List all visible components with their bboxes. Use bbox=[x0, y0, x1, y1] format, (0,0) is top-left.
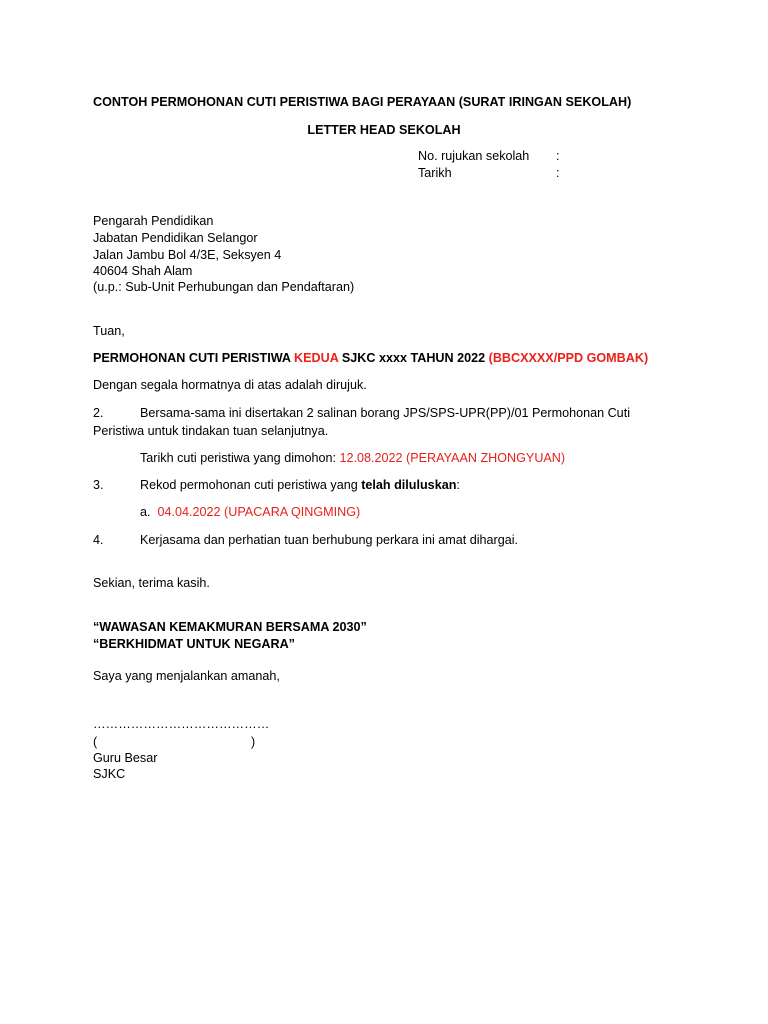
trust-line: Saya yang menjalankan amanah, bbox=[93, 669, 280, 683]
paragraph-3-tail: : bbox=[456, 478, 460, 492]
address-line: Jalan Jambu Bol 4/3E, Seksyen 4 bbox=[93, 248, 282, 262]
paragraph-2-line: Peristiwa untuk tindakan tuan selanjutnya. bbox=[93, 424, 329, 438]
motto-1: “WAWASAN KEMAKMURAN BERSAMA 2030” bbox=[93, 620, 367, 634]
subject-line bbox=[93, 350, 648, 366]
document-heading: CONTOH PERMOHONAN CUTI PERISTIWA BAGI PERAYAAN (SURAT IRINGAN SEKOLAH) bbox=[93, 95, 632, 109]
date-label: Tarikh bbox=[418, 166, 452, 180]
paragraph-4-number: 4. bbox=[93, 533, 104, 547]
paragraph-2-number: 2. bbox=[93, 406, 104, 420]
ref-number-label: No. rujukan sekolah bbox=[418, 149, 530, 163]
signatory-title: Guru Besar bbox=[93, 751, 158, 765]
paragraph-3-text bbox=[140, 477, 460, 493]
paragraph-4-text: Kerjasama dan perhatian tuan berhubung perkara ini amat dihargai. bbox=[140, 533, 519, 547]
date-colon: : bbox=[556, 166, 560, 180]
address-line: (u.p.: Sub-Unit Perhubungan dan Pendaftaran) bbox=[93, 280, 355, 294]
paragraph-2-line: Bersama-sama ini disertakan 2 salinan borang JPS/SPS-UPR(PP)/01 Permohonan Cuti bbox=[140, 406, 630, 420]
approved-item bbox=[140, 504, 360, 520]
paragraph-1: Dengan segala hormatnya di atas adalah dirujuk. bbox=[93, 378, 367, 392]
requested-date-line bbox=[140, 450, 565, 466]
signature-paren-close: ) bbox=[251, 735, 256, 749]
motto-2: “BERKHIDMAT UNTUK NEGARA” bbox=[93, 637, 295, 651]
paragraph-3-number: 3. bbox=[93, 478, 104, 492]
salutation: Tuan, bbox=[93, 324, 125, 338]
letterhead-placeholder: LETTER HEAD SEKOLAH bbox=[307, 123, 461, 137]
approved-item-letter: a. bbox=[140, 505, 151, 519]
address-line: 40604 Shah Alam bbox=[93, 264, 193, 278]
requested-date-value: 12.08.2022 (PERAYAAN ZHONGYUAN) bbox=[339, 451, 566, 465]
signatory-school: SJKC bbox=[93, 767, 126, 781]
ref-number-colon: : bbox=[556, 149, 560, 163]
requested-date-label: Tarikh cuti peristiwa yang dimohon: bbox=[140, 451, 340, 465]
approved-item-value: 04.04.2022 (UPACARA QINGMING) bbox=[157, 505, 361, 519]
subject-text: PERMOHONAN CUTI PERISTIWA bbox=[93, 351, 295, 365]
paragraph-3-body: Rekod permohonan cuti peristiwa yang bbox=[140, 478, 362, 492]
subject-reference: (BBCXXXX/PPD GOMBAK) bbox=[488, 351, 649, 365]
signature-paren-open: ( bbox=[93, 735, 98, 749]
address-line: Pengarah Pendidikan bbox=[93, 214, 214, 228]
closing: Sekian, terima kasih. bbox=[93, 576, 210, 590]
address-line: Jabatan Pendidikan Selangor bbox=[93, 231, 258, 245]
paragraph-3-bold: telah diluluskan bbox=[361, 478, 457, 492]
subject-highlight: KEDUA bbox=[294, 351, 339, 365]
signature-dots: …………………………………… bbox=[93, 717, 270, 731]
subject-text: SJKC xxxx TAHUN 2022 bbox=[338, 351, 489, 365]
